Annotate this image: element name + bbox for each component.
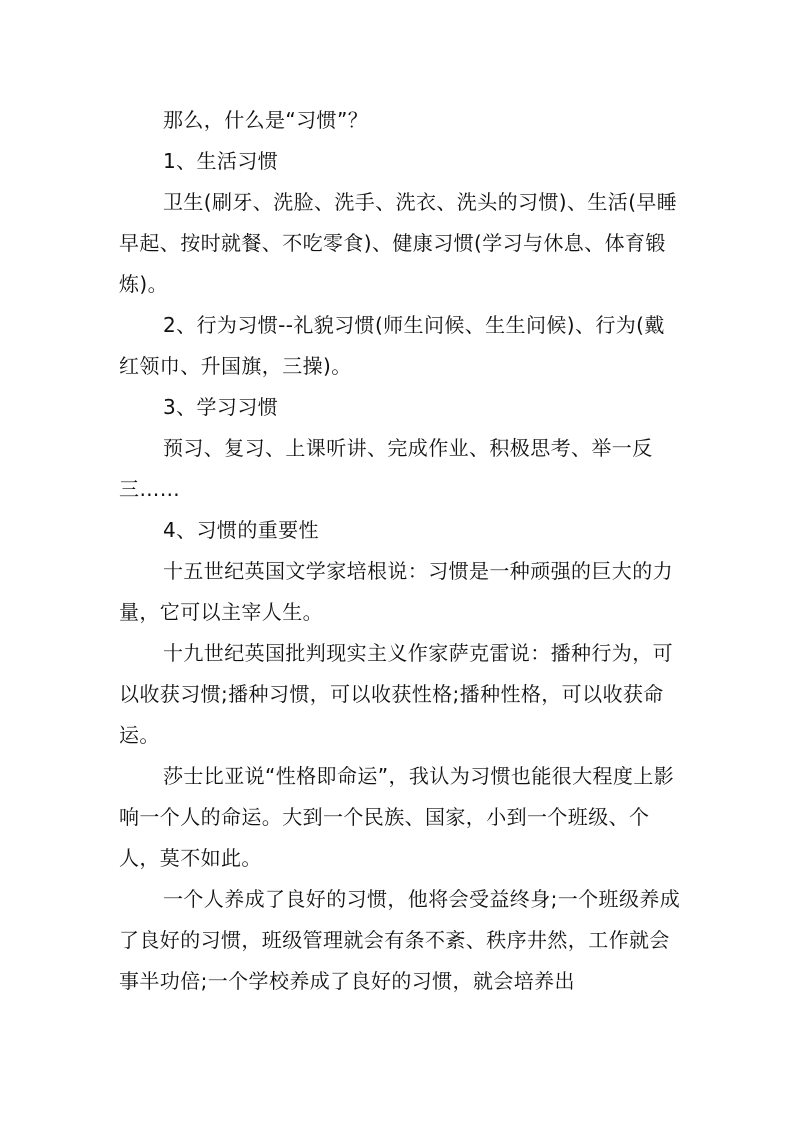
- heading-importance: 4、习惯的重要性: [163, 518, 319, 542]
- heading-life-habits: 1、生活习惯: [163, 149, 279, 173]
- paragraph-study-habits: 预习、复习、上课听讲、完成作业、积极思考、举一反三……: [119, 436, 653, 501]
- heading-study-habits: 3、学习习惯: [163, 395, 279, 419]
- paragraph-shakespeare-quote: 莎士比亚说“性格即命运”，我认为习惯也能很大程度上影响一个人的命运。大到一个民族、国家，小到一个班级、个人，莫不如此。: [119, 764, 675, 870]
- paragraph-behavior-habits: 2、行为习惯--礼貌习惯(师生问候、生生问候)、行为(戴红领巾、升国旗，三操)。: [119, 313, 665, 378]
- document-body: [119, 100, 681, 1002]
- paragraph-thackeray-quote: 十九世纪英国批判现实主义作家萨克雷说：播种行为，可以收获习惯;播种习惯，可以收获性格;播种性格，可以收获命运。: [119, 641, 673, 747]
- paragraph-question: 那么，什么是“习惯”？: [163, 108, 369, 132]
- paragraph-good-habits: 一个人养成了良好的习惯，他将会受益终身;一个班级养成了良好的习惯，班级管理就会有条不紊、秩序井然，工作就会事半功倍;一个学校养成了良好的习惯，就会培养出: [119, 887, 681, 993]
- paragraph-life-habits: 卫生(刷牙、洗脸、洗手、洗衣、洗头的习惯)、生活(早睡早起、按时就餐、不吃零食)、健康习惯(学习与休息、体育锻炼)。: [119, 190, 678, 296]
- paragraph-bacon-quote: 十五世纪英国文学家培根说：习惯是一种顽强的巨大的力量，它可以主宰人生。: [119, 559, 673, 624]
